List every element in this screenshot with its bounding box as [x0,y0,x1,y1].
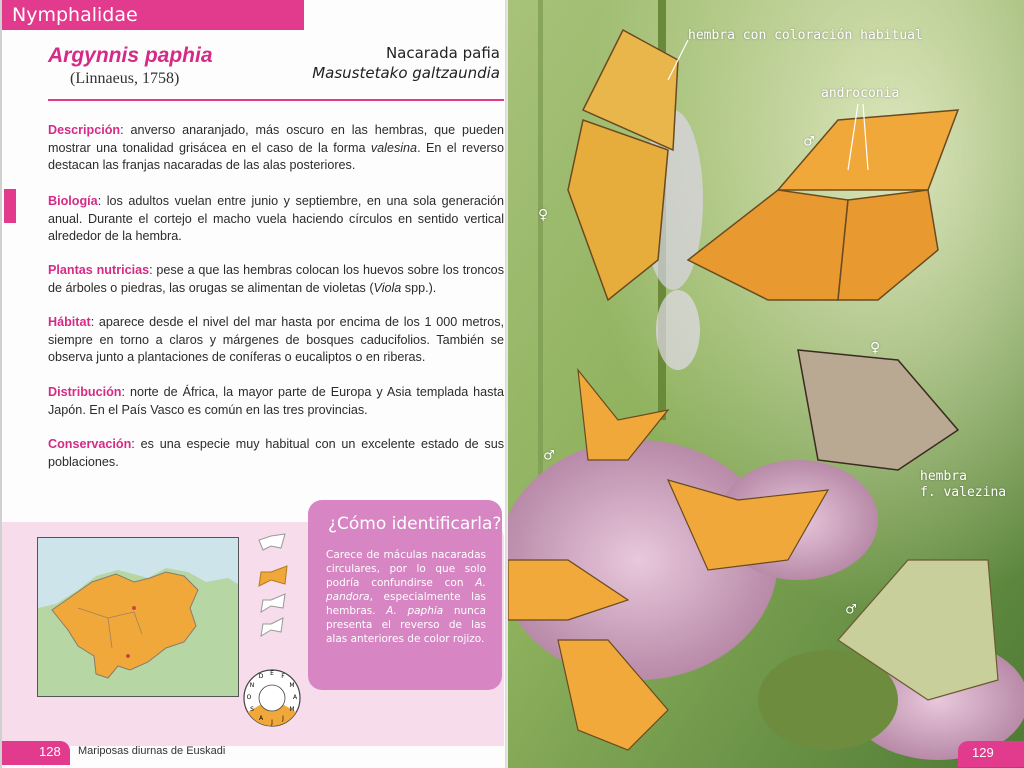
section-conservation [48,436,504,471]
section-label: Hábitat [48,315,91,329]
calendar-month: J [271,719,273,726]
page-number-right [958,741,1024,767]
calendar-month: M [289,682,295,689]
male-symbol: ♂ [544,446,555,466]
female-symbol: ♀ [538,205,549,225]
section-text-end: spp.). [401,280,437,295]
id-text-part: , especialmente las hembras. [326,591,486,617]
side-thumb-tab [4,189,16,223]
label-female-valezina-line2: f. valezina [920,485,1007,500]
calendar-month: J [282,715,284,722]
page-number-text: 129 [972,745,994,760]
family-name: Nymphalidae [12,4,138,26]
section-biology [48,193,504,246]
male-symbol: ♂ [846,600,857,620]
section-label: Descripción [48,123,121,137]
section-text: : anverso anaranjado, más oscuro en las hembras, que pueden mostrar una tonalidad grisácea en el caso de la forma [48,123,504,155]
left-page [0,0,508,768]
flight-calendar-wheel [242,668,302,728]
section-italic: valesina [370,140,418,155]
section-label: Distribución [48,385,122,399]
map-graphic [38,538,238,696]
section-label: Biología [48,194,98,208]
id-text-italic: A. paphia [386,605,444,617]
section-text-end: . En el reverso destacan las franjas nacaradas de las alas posteriores. [48,140,504,172]
calendar-month: O [246,694,252,701]
section-italic: Viola [373,280,402,295]
section-text: : aparece desde el nivel del mar hasta por encima de los 1 000 metros, siempre en torno a claros y márgenes de bosques caducifolios. También se observa junto a plantaciones de coníferas o eucaliptos o en riberas. [48,315,504,364]
species-author: (Linnaeus, 1758) [70,70,180,87]
section-label: Plantas nutricias [48,263,150,277]
section-habitat [48,314,504,367]
calendar-month: F [281,673,285,680]
page-number-left [2,741,70,765]
female-symbol: ♀ [870,338,881,358]
calendar-month: M [289,706,295,713]
id-text-part: nunca presenta el reverso de las alas anteriores de color rojizo. [326,605,486,645]
identification-title: ¿Cómo identificarla? [328,514,502,534]
calendar-month: E [270,670,274,677]
label-female-normal: hembra con coloración habitual [688,28,923,43]
label-female-valezina-line1: hembra [920,469,967,484]
distribution-map [37,537,239,697]
butterfly-silhouette-icons [249,532,293,642]
id-text-part: Carece de máculas nacaradas circulares, por lo que solo podría confundirse con [326,549,486,589]
common-name-basque: Masustetako galtzaundia [312,64,500,82]
calendar-month: D [258,673,264,680]
section-description [48,122,504,175]
calendar-month: N [249,682,255,689]
section-text: : pese a que las hembras colocan los huevos sobre los troncos de árboles o piedras, las orugas se alimentan de violetas ( [48,263,504,295]
id-text-italic: A. pandora [326,577,486,603]
section-text: : es una especie muy habitual con un excelente estado de sus poblaciones. [48,437,504,469]
book-title: Mariposas diurnas de Euskadi [78,745,226,757]
scientific-name: Argynnis paphia [48,44,213,67]
section-label: Conservación [48,437,132,451]
page-number-text: 128 [39,744,61,759]
identification-text [326,548,486,646]
male-symbol: ♂ [804,132,815,152]
right-page-photo [508,0,1024,768]
calendar-month: A [258,715,264,722]
calendar-month: S [250,706,254,713]
section-text: : los adultos vuelan entre junio y septiembre, en una sola generación anual. Durante el cortejo el macho vuela haciendo círculos en sentido vertical alrededor de la hembra. [48,194,504,243]
label-androconia: androconia [821,86,900,101]
family-header [2,0,304,30]
butterflies-photo [508,0,1024,768]
section-host-plants [48,262,504,297]
calendar-month: A [292,694,298,701]
title-divider [48,99,504,101]
identification-panel [308,500,502,690]
section-text: : norte de África, la mayor parte de Europa y Asia templada hasta Japón. En el País Vasco es común en las tres provincias. [48,385,504,417]
common-name-spanish: Nacarada pafia [385,44,500,62]
section-distribution [48,384,504,419]
